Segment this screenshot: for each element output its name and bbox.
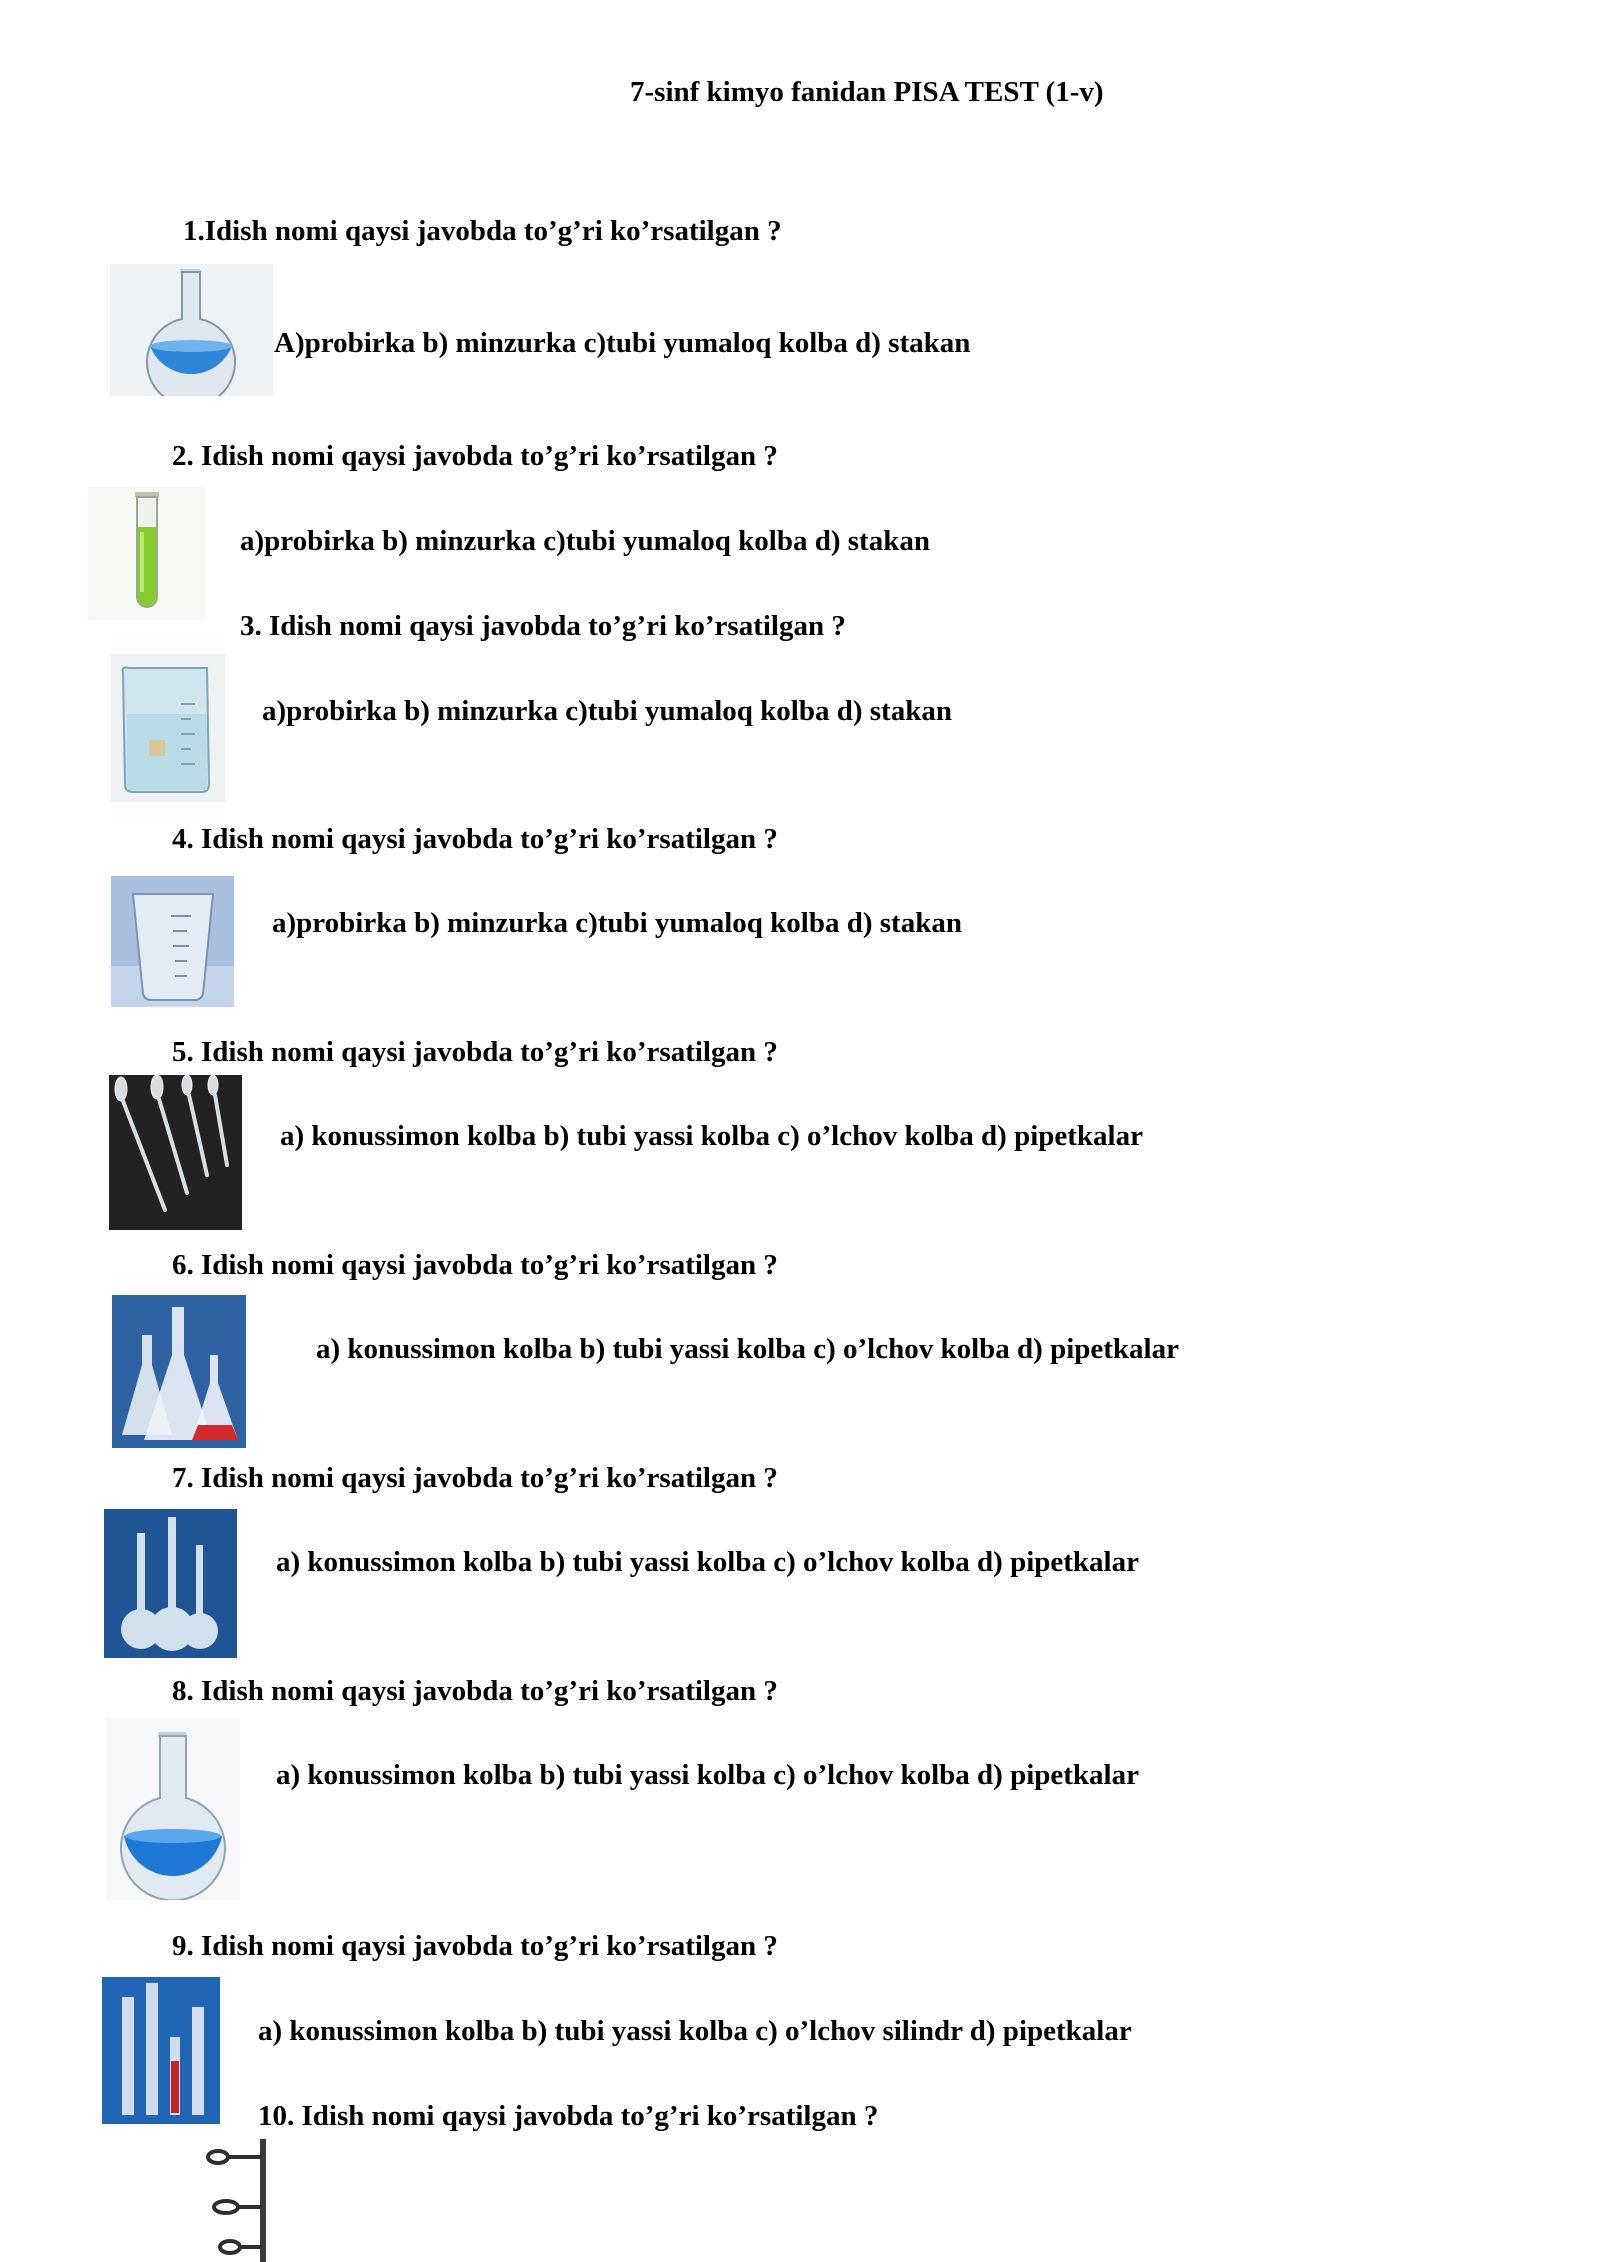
question-3: 3. Idish nomi qaysi javobda to’g’ri ko’rsatilgan ? (240, 610, 846, 642)
volumetric-flasks-icon (104, 1509, 237, 1658)
flat-bottom-flask-icon (106, 1718, 240, 1900)
answers-2: a)probirka b) minzurka c)tubi yumaloq kolba d) stakan (240, 525, 930, 557)
question-10: 10. Idish nomi qaysi javobda to’g’ri ko’rsatilgan ? (258, 2100, 879, 2132)
conical-flasks-icon (112, 1295, 246, 1448)
question-2: 2. Idish nomi qaysi javobda to’g’ri ko’rsatilgan ? (172, 440, 778, 472)
answers-8: a) konussimon kolba b) tubi yassi kolba c) o’lchov kolba d) pipetkalar (276, 1759, 1139, 1791)
graduated-cylinders-icon (102, 1977, 220, 2124)
round-bottom-flask-icon (110, 264, 273, 396)
test-tube-icon (88, 487, 206, 620)
answers-1: A)probirka b) minzurka c)tubi yumaloq kolba d) stakan (274, 327, 971, 359)
answers-4: a)probirka b) minzurka c)tubi yumaloq kolba d) stakan (272, 907, 962, 939)
beaker-icon (111, 654, 225, 802)
answers-3: a)probirka b) minzurka c)tubi yumaloq kolba d) stakan (262, 695, 952, 727)
question-8: 8. Idish nomi qaysi javobda to’g’ri ko’rsatilgan ? (172, 1675, 778, 1707)
answers-9: a) konussimon kolba b) tubi yassi kolba c) o’lchov silindr d) pipetkalar (258, 2015, 1132, 2047)
lab-stand-icon (196, 2137, 308, 2262)
page-title: 7-sinf kimyo fanidan PISA TEST (1-v) (630, 76, 1104, 108)
measuring-cup-icon (111, 876, 234, 1007)
question-4: 4. Idish nomi qaysi javobda to’g’ri ko’rsatilgan ? (172, 823, 778, 855)
question-5: 5. Idish nomi qaysi javobda to’g’ri ko’rsatilgan ? (172, 1036, 778, 1068)
answers-7: a) konussimon kolba b) tubi yassi kolba c) o’lchov kolba d) pipetkalar (276, 1546, 1139, 1578)
question-6: 6. Idish nomi qaysi javobda to’g’ri ko’rsatilgan ? (172, 1249, 778, 1281)
answers-5: a) konussimon kolba b) tubi yassi kolba c) o’lchov kolba d) pipetkalar (280, 1120, 1143, 1152)
answers-6: a) konussimon kolba b) tubi yassi kolba c) o’lchov kolba d) pipetkalar (316, 1333, 1179, 1365)
question-7: 7. Idish nomi qaysi javobda to’g’ri ko’rsatilgan ? (172, 1462, 778, 1494)
question-9: 9. Idish nomi qaysi javobda to’g’ri ko’rsatilgan ? (172, 1930, 778, 1962)
pipettes-icon (109, 1075, 242, 1230)
question-1: 1.Idish nomi qaysi javobda to’g’ri ko’rsatilgan ? (183, 215, 782, 247)
